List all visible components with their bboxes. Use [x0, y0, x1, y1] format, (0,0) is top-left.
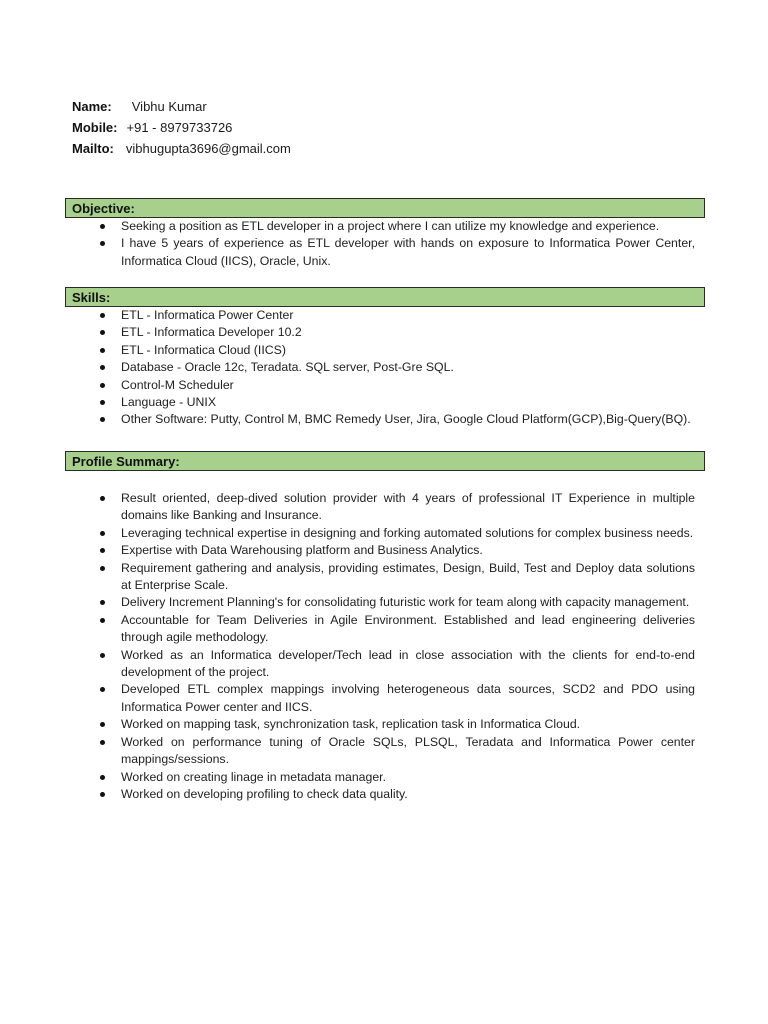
skills-list: [65, 307, 705, 429]
list-item: Developed ETL complex mappings involving heterogeneous data sources, SCD2 and PDO using Informatica Power center and IICS.: [65, 681, 705, 716]
list-item: Worked on developing profiling to check data quality.: [65, 786, 705, 803]
list-item: I have 5 years of experience as ETL developer with hands on exposure to Informatica Power Center, Informatica Cloud (IICS), Oracle, Unix.: [65, 235, 705, 270]
mobile-label: Mobile:: [72, 120, 118, 135]
list-item: Language - UNIX: [65, 394, 705, 411]
list-item: ETL - Informatica Power Center: [65, 307, 705, 324]
list-item: Control-M Scheduler: [65, 377, 705, 394]
list-item: Delivery Increment Planning's for consolidating futuristic work for team along with capacity management.: [65, 594, 705, 611]
list-item: Result oriented, deep-dived solution provider with 4 years of professional IT Experience in multiple domains like Banking and Insurance.: [65, 490, 705, 525]
list-item: Worked on mapping task, synchronization task, replication task in Informatica Cloud.: [65, 716, 705, 733]
objective-list: [65, 218, 705, 270]
mobile-value: +91 - 8979733726: [126, 120, 233, 135]
list-item: ETL - Informatica Cloud (IICS): [65, 342, 705, 359]
list-item: Worked on creating linage in metadata manager.: [65, 769, 705, 786]
skills-heading: Skills:: [65, 287, 705, 307]
profile-summary-heading: Profile Summary:: [65, 451, 705, 471]
list-item: Database - Oracle 12c, Teradata. SQL server, Post-Gre SQL.: [65, 359, 705, 376]
list-item: Worked on performance tuning of Oracle SQLs, PLSQL, Teradata and Informatica Power center mappings/sessions.: [65, 734, 705, 769]
list-item: ETL - Informatica Developer 10.2: [65, 324, 705, 341]
name-label: Name:: [72, 99, 112, 114]
list-item: Worked as an Informatica developer/Tech lead in close association with the clients for end-to-end development of the project.: [65, 647, 705, 682]
profile-summary-section: [65, 451, 705, 803]
mail-row: [72, 138, 291, 159]
skills-section: [65, 287, 705, 429]
name-value: Vibhu Kumar: [131, 99, 207, 114]
mail-label: Mailto:: [72, 141, 114, 156]
profile-summary-list: [65, 490, 705, 803]
list-item: Requirement gathering and analysis, providing estimates, Design, Build, Test and Deploy data solutions at Enterprise Scale.: [65, 560, 705, 595]
objective-section: [65, 198, 705, 270]
email-link[interactable]: vibhugupta3696@gmail.com: [125, 141, 291, 156]
list-item: Seeking a position as ETL developer in a project where I can utilize my knowledge and experience.: [65, 218, 705, 235]
mobile-row: [72, 117, 291, 138]
objective-heading: Objective:: [65, 198, 705, 218]
list-item: Accountable for Team Deliveries in Agile Environment. Established and lead engineering deliveries through agile methodology.: [65, 612, 705, 647]
list-item: Expertise with Data Warehousing platform and Business Analytics.: [65, 542, 705, 559]
list-item: Leveraging technical expertise in designing and forking automated solutions for complex business needs.: [65, 525, 705, 542]
list-item: Other Software: Putty, Control M, BMC Remedy User, Jira, Google Cloud Platform(GCP),Big-Query(BQ).: [65, 411, 705, 428]
contact-block: [72, 96, 291, 159]
name-row: [72, 96, 291, 117]
